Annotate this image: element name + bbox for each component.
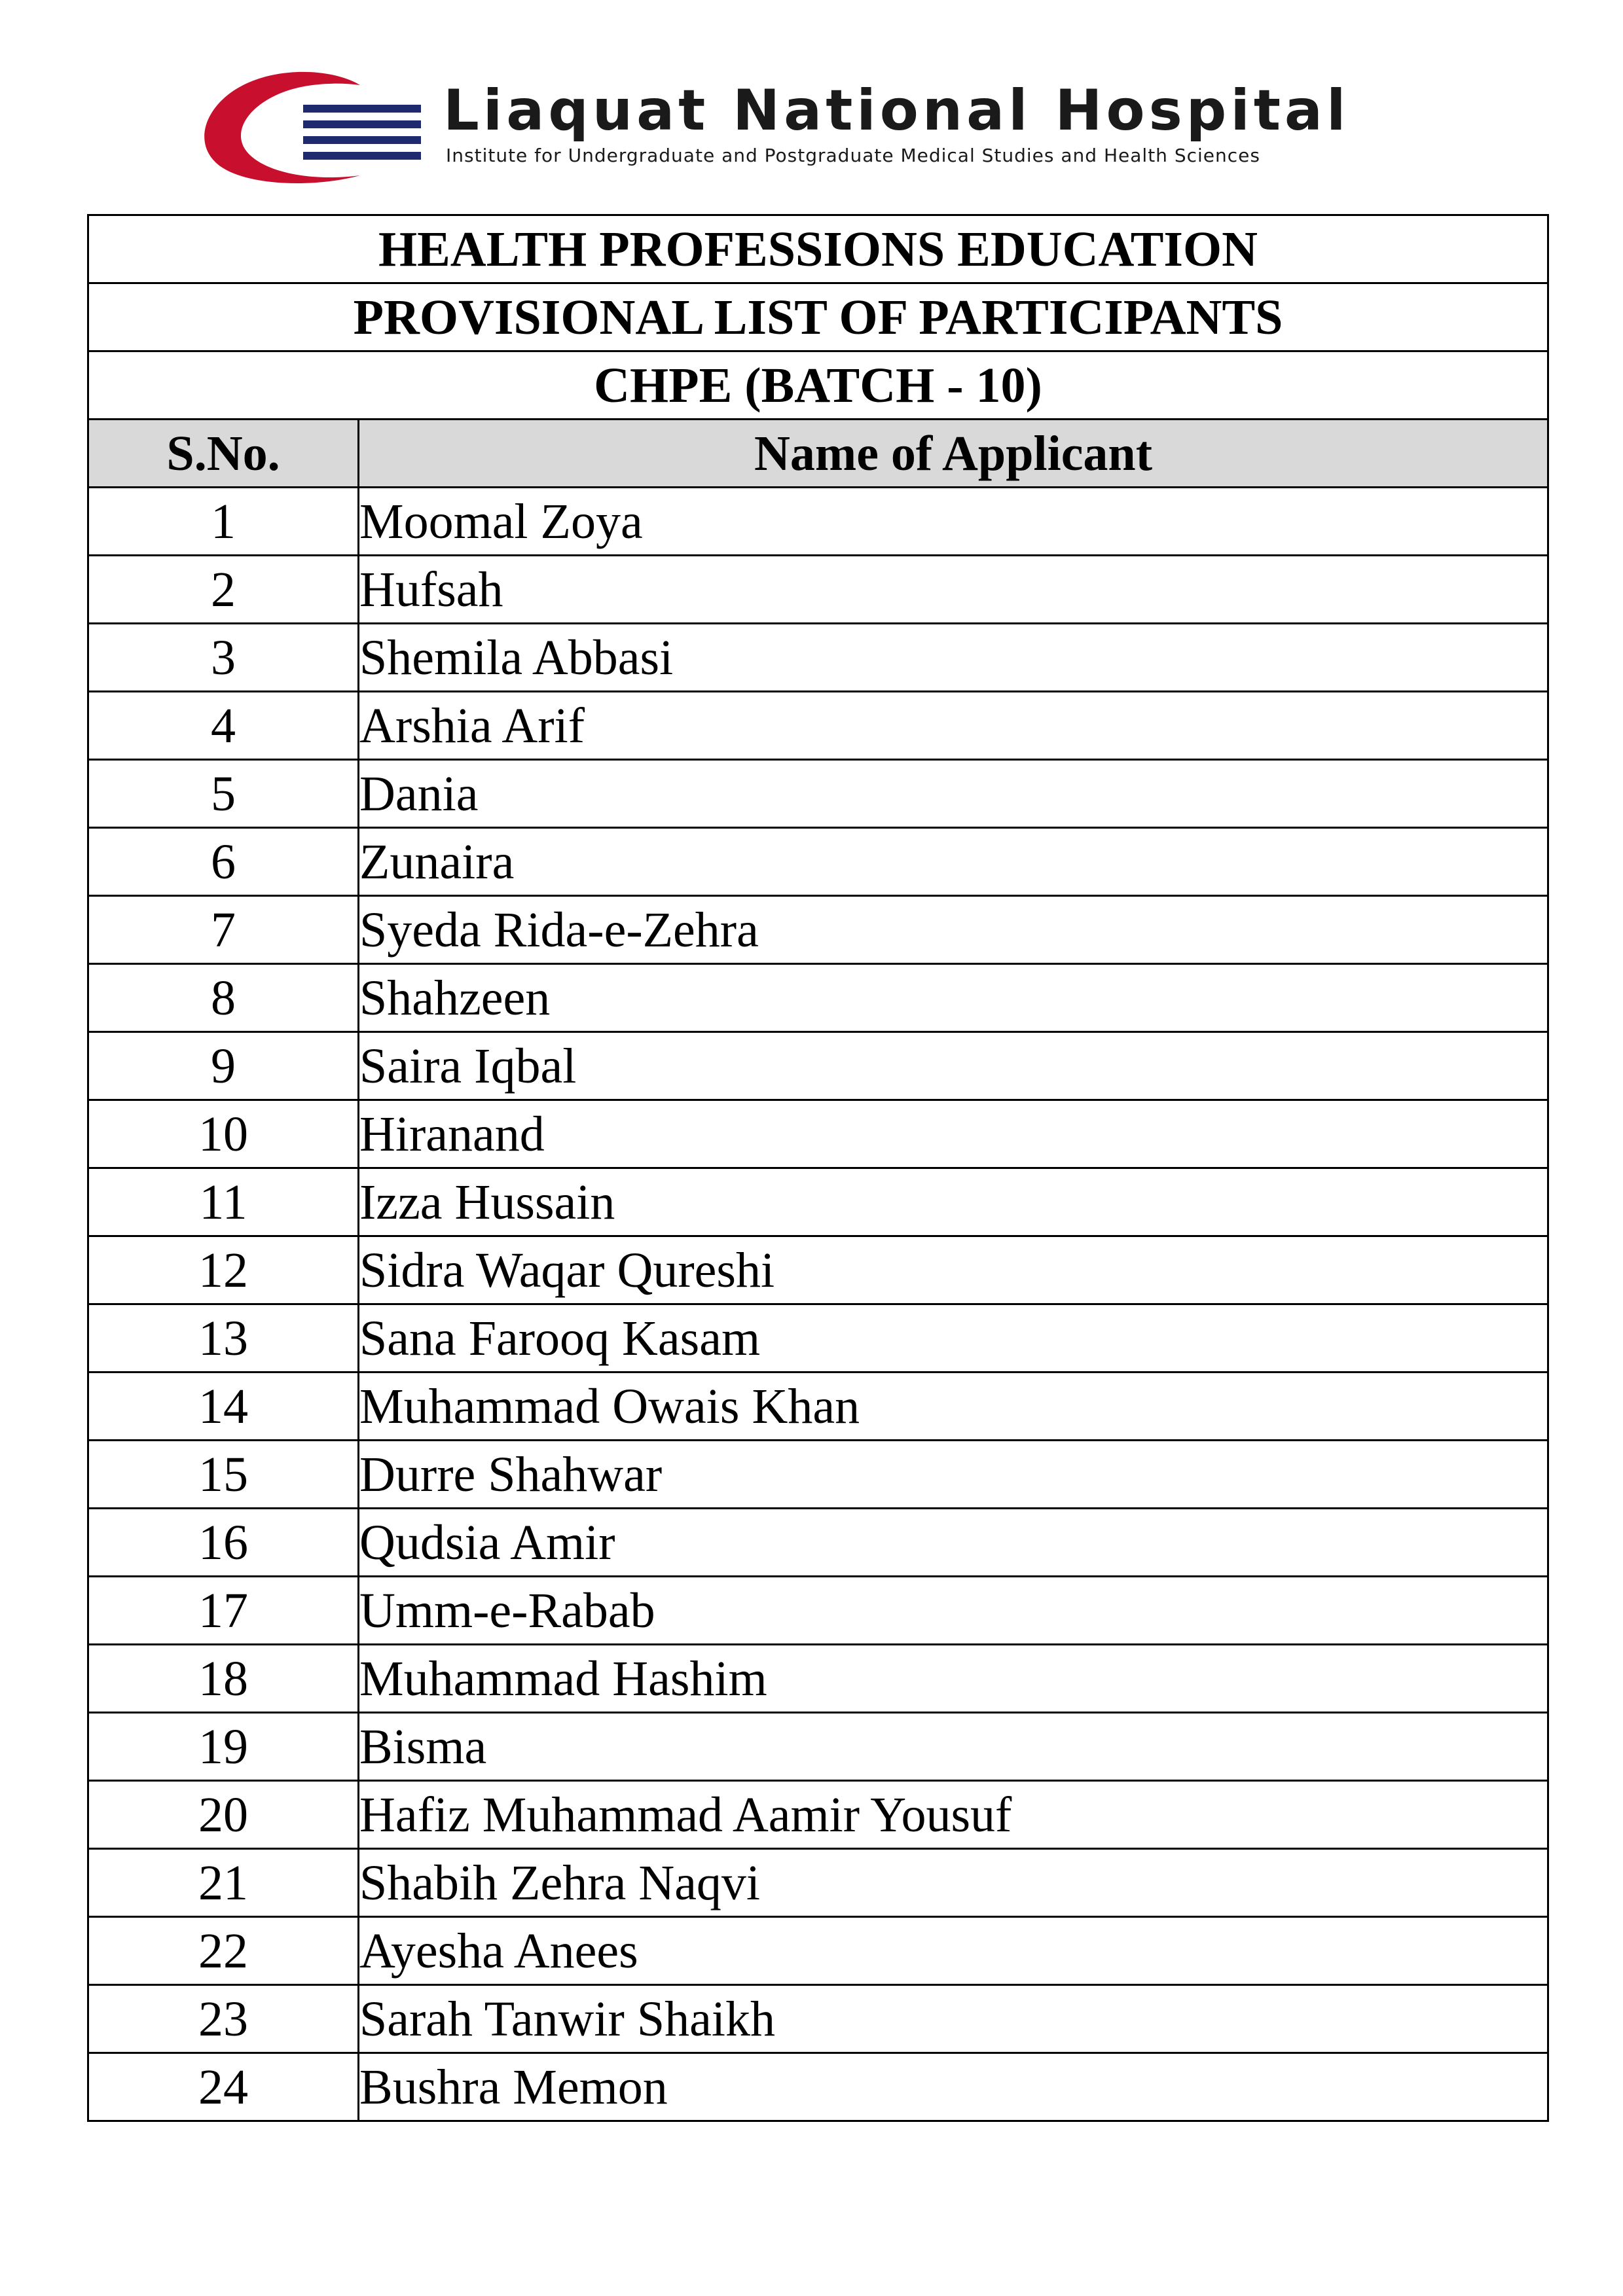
title-line-3: CHPE (BATCH - 10) [88, 351, 1548, 420]
serial-number-cell: 2 [88, 556, 359, 624]
serial-number-cell: 22 [88, 1917, 359, 1985]
applicant-name-cell: Moomal Zoya [359, 488, 1548, 556]
applicant-name-cell: Muhammad Hashim [359, 1645, 1548, 1713]
table-row [88, 828, 1548, 896]
serial-number-cell: 6 [88, 828, 359, 896]
table-row [88, 1645, 1548, 1713]
table-row [88, 1372, 1548, 1441]
table-row [88, 1917, 1548, 1985]
serial-number-cell: 4 [88, 692, 359, 760]
applicant-name-cell: Syeda Rida-e-Zehra [359, 896, 1548, 964]
serial-number-cell: 1 [88, 488, 359, 556]
applicant-name-cell: Shahzeen [359, 964, 1548, 1032]
table-row [88, 964, 1548, 1032]
column-header-name: Name of Applicant [359, 420, 1548, 488]
applicant-name-cell: Shemila Abbasi [359, 624, 1548, 692]
table-row [88, 1713, 1548, 1781]
applicant-name-cell: Muhammad Owais Khan [359, 1372, 1548, 1441]
title-line-1: HEALTH PROFESSIONS EDUCATION [88, 215, 1548, 283]
table-row [88, 1781, 1548, 1849]
table-row [88, 1168, 1548, 1236]
serial-number-cell: 18 [88, 1645, 359, 1713]
serial-number-cell: 5 [88, 760, 359, 828]
hospital-name: Liaquat National Hospital [443, 78, 1350, 143]
lnh-crescent-logo-icon [187, 71, 422, 185]
applicant-name-cell: Bushra Memon [359, 2053, 1548, 2121]
title-row [88, 283, 1548, 351]
serial-number-cell: 16 [88, 1509, 359, 1577]
applicant-name-cell: Izza Hussain [359, 1168, 1548, 1236]
applicant-name-cell: Bisma [359, 1713, 1548, 1781]
applicant-name-cell: Sidra Waqar Qureshi [359, 1236, 1548, 1304]
hospital-subtitle: Institute for Undergraduate and Postgraduate Medical Studies and Health Sciences [446, 145, 1260, 166]
serial-number-cell: 23 [88, 1985, 359, 2053]
table-row [88, 1985, 1548, 2053]
title-row [88, 215, 1548, 283]
serial-number-cell: 20 [88, 1781, 359, 1849]
applicant-name-cell: Dania [359, 760, 1548, 828]
applicant-name-cell: Qudsia Amir [359, 1509, 1548, 1577]
title-row [88, 351, 1548, 420]
serial-number-cell: 13 [88, 1304, 359, 1372]
participants-table [87, 214, 1549, 2122]
title-line-2: PROVISIONAL LIST OF PARTICIPANTS [88, 283, 1548, 351]
table-row [88, 1849, 1548, 1917]
table-row [88, 692, 1548, 760]
table-row [88, 2053, 1548, 2121]
serial-number-cell: 3 [88, 624, 359, 692]
applicant-name-cell: Sarah Tanwir Shaikh [359, 1985, 1548, 2053]
column-header-row [88, 420, 1548, 488]
table-row [88, 760, 1548, 828]
serial-number-cell: 14 [88, 1372, 359, 1441]
applicant-name-cell: Shabih Zehra Naqvi [359, 1849, 1548, 1917]
applicant-name-cell: Zunaira [359, 828, 1548, 896]
table-row [88, 1032, 1548, 1100]
table-row [88, 556, 1548, 624]
applicant-name-cell: Hiranand [359, 1100, 1548, 1168]
applicant-name-cell: Sana Farooq Kasam [359, 1304, 1548, 1372]
table-row [88, 1304, 1548, 1372]
applicant-name-cell: Hufsah [359, 556, 1548, 624]
serial-number-cell: 19 [88, 1713, 359, 1781]
table-row [88, 1577, 1548, 1645]
applicant-name-cell: Ayesha Anees [359, 1917, 1548, 1985]
applicant-name-cell: Umm-e-Rabab [359, 1577, 1548, 1645]
table-row [88, 1236, 1548, 1304]
serial-number-cell: 10 [88, 1100, 359, 1168]
applicant-name-cell: Arshia Arif [359, 692, 1548, 760]
table-row [88, 488, 1548, 556]
applicant-name-cell: Durre Shahwar [359, 1441, 1548, 1509]
table-row [88, 1509, 1548, 1577]
serial-number-cell: 9 [88, 1032, 359, 1100]
serial-number-cell: 7 [88, 896, 359, 964]
serial-number-cell: 21 [88, 1849, 359, 1917]
serial-number-cell: 24 [88, 2053, 359, 2121]
table-row [88, 624, 1548, 692]
serial-number-cell: 17 [88, 1577, 359, 1645]
serial-number-cell: 15 [88, 1441, 359, 1509]
column-header-sno: S.No. [88, 420, 359, 488]
serial-number-cell: 8 [88, 964, 359, 1032]
serial-number-cell: 11 [88, 1168, 359, 1236]
hospital-header [187, 71, 1496, 185]
table-row [88, 1100, 1548, 1168]
table-row [88, 896, 1548, 964]
serial-number-cell: 12 [88, 1236, 359, 1304]
table-row [88, 1441, 1548, 1509]
applicant-name-cell: Hafiz Muhammad Aamir Yousuf [359, 1781, 1548, 1849]
applicant-name-cell: Saira Iqbal [359, 1032, 1548, 1100]
